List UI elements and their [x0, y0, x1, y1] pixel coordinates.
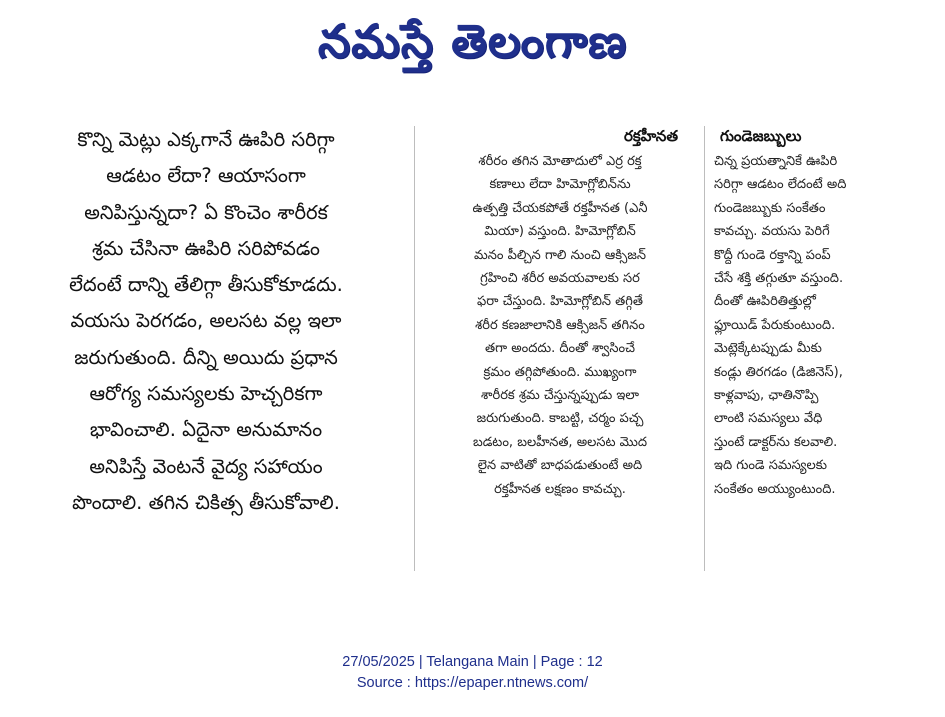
- lead-line: పొందాలి. తగిన చికిత్స తీసుకోవాలి.: [72, 490, 340, 514]
- heart-line: ఇది గుండె సమస్యలకు: [714, 458, 828, 474]
- anemia-line: క్రమం తగ్గిపోతుంది. ముఖ్యంగా: [483, 364, 637, 380]
- column-divider: [414, 126, 415, 571]
- anemia-line: తగా అందదు. దీంతో శ్వాసించే: [485, 341, 635, 357]
- heart-line: కొద్దీ గుండె రక్తాన్ని పంప్: [714, 247, 831, 263]
- lead-line: ఆరోగ్య సమస్యలకు హెచ్చరికగా: [89, 382, 323, 406]
- heart-line: కండ్లు తిరగడం (డిజినెస్),: [714, 364, 843, 380]
- lead-line: ఆడటం లేదా? ఆయాసంగా: [106, 164, 306, 188]
- anemia-line: లైన వాటితో బాధపడుతుంటే అది: [477, 458, 643, 474]
- lead-line: లేదంటే దాన్ని తేలిగ్గా తీసుకోకూడదు.: [69, 273, 343, 297]
- edition-info: 27/05/2025 | Telangana Main | Page : 12: [342, 654, 603, 670]
- heart-line: గుండెజబ్బుకు సంకేతం: [714, 200, 826, 216]
- anemia-line: మనం పీల్చిన గాలి నుంచి ఆక్సిజన్: [474, 247, 646, 263]
- heart-line: ఫ్లూయిడ్ పేరుకుంటుంది.: [714, 317, 836, 333]
- anemia-heading: రక్తహీనత: [624, 127, 678, 145]
- anemia-line: బడటం, బలహీనత, అలసట మొద: [472, 434, 648, 450]
- heart-line: చిన్న ప్రయత్నానికే ఊపిరి: [714, 154, 838, 169]
- lead-line: జరుగుతుంది. దీన్ని అయిదు ప్రధాన: [74, 345, 338, 369]
- lead-line: శ్రమ చేసినా ఊపిరి సరిపోవడం: [92, 236, 320, 260]
- anemia-line: శరీర కణజాలానికి ఆక్సిజన్ తగినం: [475, 317, 645, 333]
- source-link[interactable]: Source : https://epaper.ntnews.com/: [356, 675, 589, 691]
- heart-line: దీంతో ఊపిరితిత్తుల్లో: [714, 294, 816, 310]
- heart-line: లాంటి సమస్యలు వేధి: [714, 411, 823, 427]
- heart-line: కాళ్లవాపు, ఛాతినొప్పి: [714, 388, 819, 404]
- anemia-line: రక్తహీనత లక్షణం కావచ్చు.: [494, 481, 626, 497]
- anemia-line: మియా) వస్తుంది. హిమోగ్లోబిన్: [484, 224, 636, 240]
- anemia-line: కణాలు లేదా హిమోగ్లోబిన్‌ను: [489, 177, 631, 193]
- heart-line: మెట్లెక్కేటప్పుడు మీకు: [714, 341, 822, 357]
- lead-paragraph: [10, 122, 402, 521]
- lead-line: వయసు పెరగడం, అలసట వల్ల ఇలా: [70, 309, 342, 333]
- masthead-logo: [0, 6, 945, 76]
- anemia-line: ఉత్పత్తి చేయకపోతే రక్తహీనత (ఎనీ: [472, 200, 648, 216]
- heart-line: కావచ్చు. వయసు పెరిగే: [714, 224, 830, 240]
- anemia-column: [424, 122, 696, 501]
- masthead-title: నమస్తే తెలంగాణ: [317, 14, 628, 68]
- lead-line: అనిపిస్తే వెంటనే వైద్య సహాయం: [89, 454, 323, 478]
- lead-line: భావించాలి. ఏదైనా అనుమానం: [89, 418, 323, 442]
- source-footer: [0, 652, 945, 694]
- lead-line: కొన్ని మెట్లు ఎక్కగానే ఊపిరి సరిగ్గా: [77, 128, 335, 151]
- anemia-line: ఫరా చేస్తుంది. హిమోగ్లోబిన్ తగ్గితే: [477, 294, 643, 310]
- heart-line: స్తుంటే డాక్టర్‌ను కలవాలి.: [714, 434, 838, 450]
- heart-line: చేసే శక్తి తగ్గుతూ వస్తుంది.: [714, 271, 844, 287]
- anemia-line: జరుగుతుంది. కాబట్టి, చర్మం పచ్చ: [476, 411, 644, 427]
- heart-heading: గుండెజబ్బులు: [720, 127, 802, 145]
- column-divider: [704, 126, 705, 571]
- news-clipping: [10, 122, 935, 582]
- anemia-line: గ్రహించి శరీర అవయవాలకు సర: [480, 271, 640, 287]
- heart-line: సరిగ్గా ఆడటం లేదంటే అది: [714, 177, 847, 193]
- anemia-line: శరీరం తగిన మోతాదులో ఎర్ర రక్త: [478, 154, 642, 169]
- lead-line: అనిపిస్తున్నదా? ఏ కొంచెం శారీరక: [84, 200, 328, 224]
- anemia-line: శారీరక శ్రమ చేస్తున్నప్పుడు ఇలా: [481, 388, 639, 404]
- heart-column: [714, 122, 928, 501]
- heart-line: సంకేతం అయ్యుంటుంది.: [714, 481, 836, 497]
